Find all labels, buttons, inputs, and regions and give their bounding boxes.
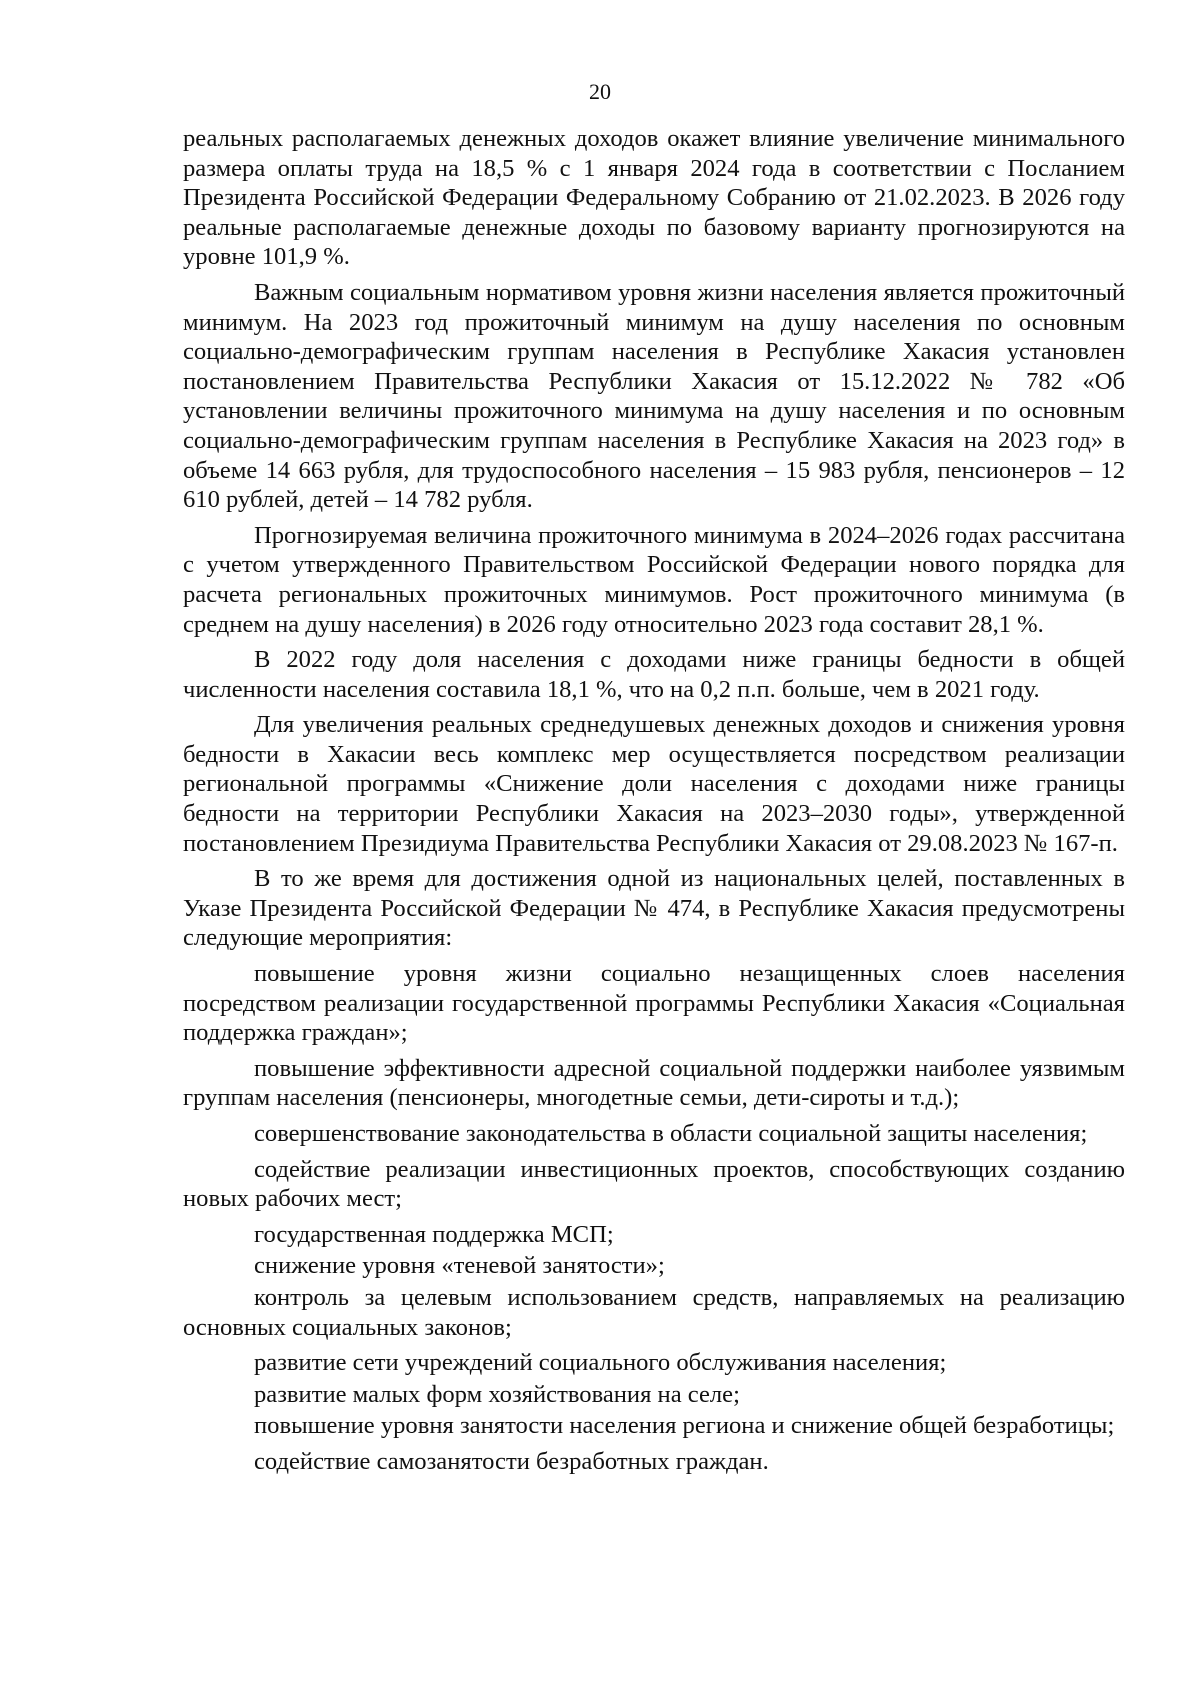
page-number: 20 [589, 79, 611, 104]
paragraph-subsistence-forecast: Прогнозируемая величина прожиточного минимума в 2024–2026 годах рассчитана с учетом утвержденного Правительством Российской Федерации нового порядка для расчета региональных прожиточных минимумов. Рост прожиточного минимума (в среднем на душу населения) в 2026 году относительно 2023 года составит 28,1 %. [183, 521, 1125, 638]
list-item-sme-support: государственная поддержка МСП; [254, 1220, 614, 1248]
list-item-social-support: повышение уровня жизни социально незащищенных слоев населения посредством реализации государственной программы Республики Хакасия «Социальная поддержка граждан»; [183, 960, 1125, 1047]
list-item-shadow-employment: снижение уровня «теневой занятости»; [254, 1252, 665, 1280]
paragraph-poverty-share: В 2022 году доля населения с доходами ниже границы бедности в общей численности населения составила 18,1 %, что на 0,2 п.п. больше, чем в 2021 году. [183, 646, 1125, 703]
list-item-rural-business: развитие малых форм хозяйствования на селе; [254, 1380, 740, 1408]
list-item-investment-projects: содействие реализации инвестиционных проектов, способствующих созданию новых рабочих мест; [183, 1155, 1125, 1213]
paragraph-national-goals: В то же время для достижения одной из национальных целей, поставленных в Указе Президента Российской Федерации № 474, в Республике Хакасия предусмотрены следующие мероприятия: [183, 865, 1125, 952]
paragraph-income-continuation: реальных располагаемых денежных доходов окажет влияние увеличение минимального размера оплаты труда на 18,5 % с 1 января 2024 года в соответствии с Посланием Президента Российской Федерации Федеральному Собранию от 21.02.2023. В 2026 году реальные располагаемые денежные доходы по базовому варианту прогнозируются на уровне 101,9 %. [183, 125, 1125, 271]
list-item-employment-growth: повышение уровня занятости населения региона и снижение общей безработицы; [254, 1412, 1115, 1440]
list-item-funds-control: контроль за целевым использованием средств, направляемых на реализацию основных социальных законов; [183, 1283, 1125, 1341]
list-item-legislation: совершенствование законодательства в области социальной защиты населения; [254, 1120, 1088, 1147]
list-item-targeted-support: повышение эффективности адресной социальной поддержки наиболее уязвимым группам населения (пенсионеры, многодетные семьи, дети-сироты и т.д.); [183, 1054, 1125, 1112]
paragraph-poverty-program: Для увеличения реальных среднедушевых денежных доходов и снижения уровня бедности в Хакасии весь комплекс мер осуществляется посредством реализации региональной программы «Снижение доли населения с доходами ниже границы бедности на территории Республики Хакасия на 2023–2030 годы», утвержденной постановлением Президиума Правительства Республики Хакасия от 29.08.2023 № 167-п. [183, 711, 1125, 857]
document-body [183, 124, 1125, 1483]
list-item-self-employment: содействие самозанятости безработных граждан. [254, 1447, 769, 1475]
list-item-social-service-network: развитие сети учреждений социального обслуживания населения; [254, 1349, 947, 1377]
paragraph-subsistence-minimum: Важным социальным нормативом уровня жизни населения является прожиточный минимум. На 2023 год прожиточный минимум на душу населения по основным социально-демографическим группам населения в Республике Хакасия установлен постановлением Правительства Республики Хакасия от 15.12.2022 № 782 «Об установлении величины прожиточного минимума на душу населения и по основным социально-демографическим группам населения в Республике Хакасия на 2023 год» в объеме 14 663 рубля, для трудоспособного населения – 15 983 рубля, пенсионеров – 12 610 рублей, детей – 14 782 рубля. [183, 278, 1125, 514]
